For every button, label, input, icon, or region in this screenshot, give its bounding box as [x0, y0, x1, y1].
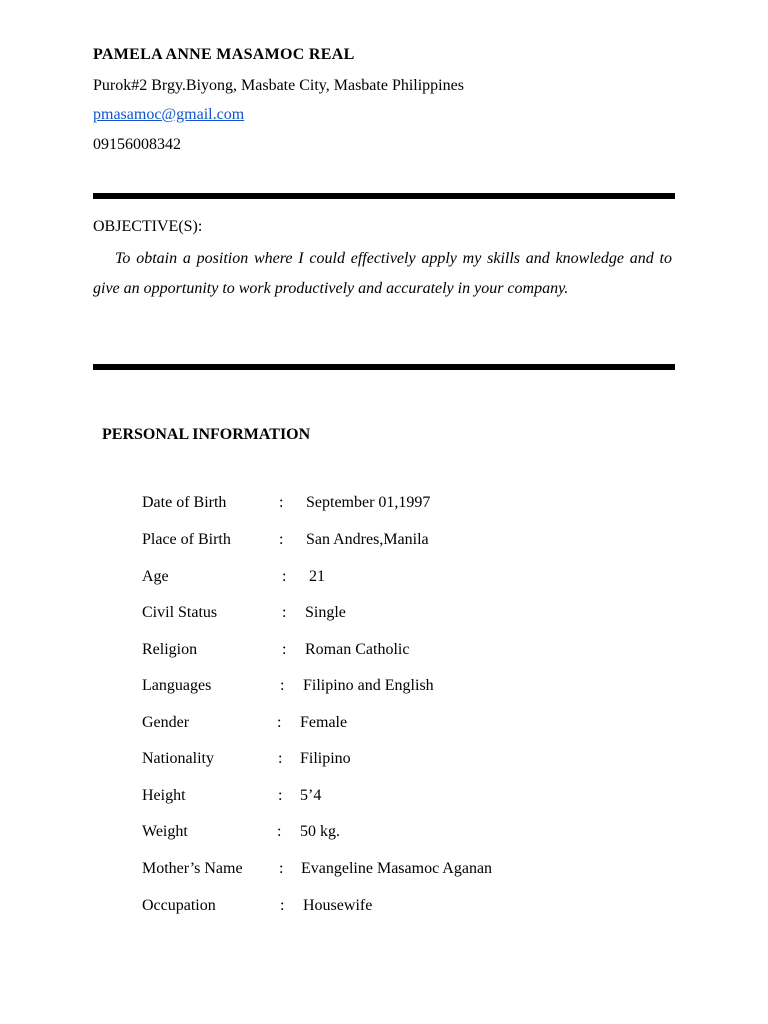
name-heading: PAMELA ANNE MASAMOC REAL: [93, 46, 355, 63]
info-colon: :: [279, 860, 284, 877]
info-label: Age: [142, 568, 169, 585]
objective-heading: OBJECTIVE(S):: [93, 218, 203, 235]
info-value: 50 kg.: [300, 823, 340, 840]
info-value: Female: [300, 714, 348, 731]
section-divider: [93, 364, 675, 370]
info-label: Date of Birth: [142, 494, 227, 511]
info-label: Occupation: [142, 897, 216, 914]
info-value: San Andres,Manila: [306, 531, 429, 548]
info-value: Evangeline Masamoc Aganan: [301, 860, 493, 877]
info-label: Nationality: [142, 750, 214, 767]
phone-number: 09156008342: [93, 136, 181, 153]
info-label: Height: [142, 787, 186, 804]
info-value: Single: [305, 604, 346, 621]
info-label: Mother’s Name: [142, 860, 243, 877]
info-colon: :: [282, 641, 287, 658]
info-value: September 01,1997: [306, 494, 431, 511]
email-link[interactable]: pmasamoc@gmail.com: [93, 106, 245, 123]
objective-text: To obtain a position where I could effectively apply my skills and knowledge and to give an opportunity to work productively and accurately in your company.: [93, 250, 672, 297]
info-colon: :: [282, 604, 287, 621]
info-label: Languages: [142, 677, 212, 694]
info-colon: :: [277, 823, 282, 840]
info-colon: :: [280, 677, 285, 694]
info-colon: :: [280, 897, 285, 914]
info-colon: :: [278, 787, 283, 804]
personal-info-heading: PERSONAL INFORMATION: [102, 426, 311, 443]
info-label: Weight: [142, 823, 188, 840]
info-value: 21: [309, 568, 325, 585]
info-value: 5’4: [300, 787, 322, 804]
info-value: Filipino: [300, 750, 351, 767]
info-colon: :: [278, 750, 283, 767]
section-divider: [93, 193, 675, 199]
info-colon: :: [277, 714, 282, 731]
info-colon: :: [279, 494, 284, 511]
info-value: Filipino and English: [303, 677, 434, 694]
address-line: Purok#2 Brgy.Biyong, Masbate City, Masbate Philippines: [93, 77, 464, 94]
info-label: Religion: [142, 641, 198, 658]
info-colon: :: [282, 568, 287, 585]
info-value: Roman Catholic: [305, 641, 410, 658]
info-label: Gender: [142, 714, 190, 731]
info-label: Place of Birth: [142, 531, 231, 548]
info-label: Civil Status: [142, 604, 218, 621]
info-value: Housewife: [303, 897, 373, 914]
info-colon: :: [279, 531, 284, 548]
